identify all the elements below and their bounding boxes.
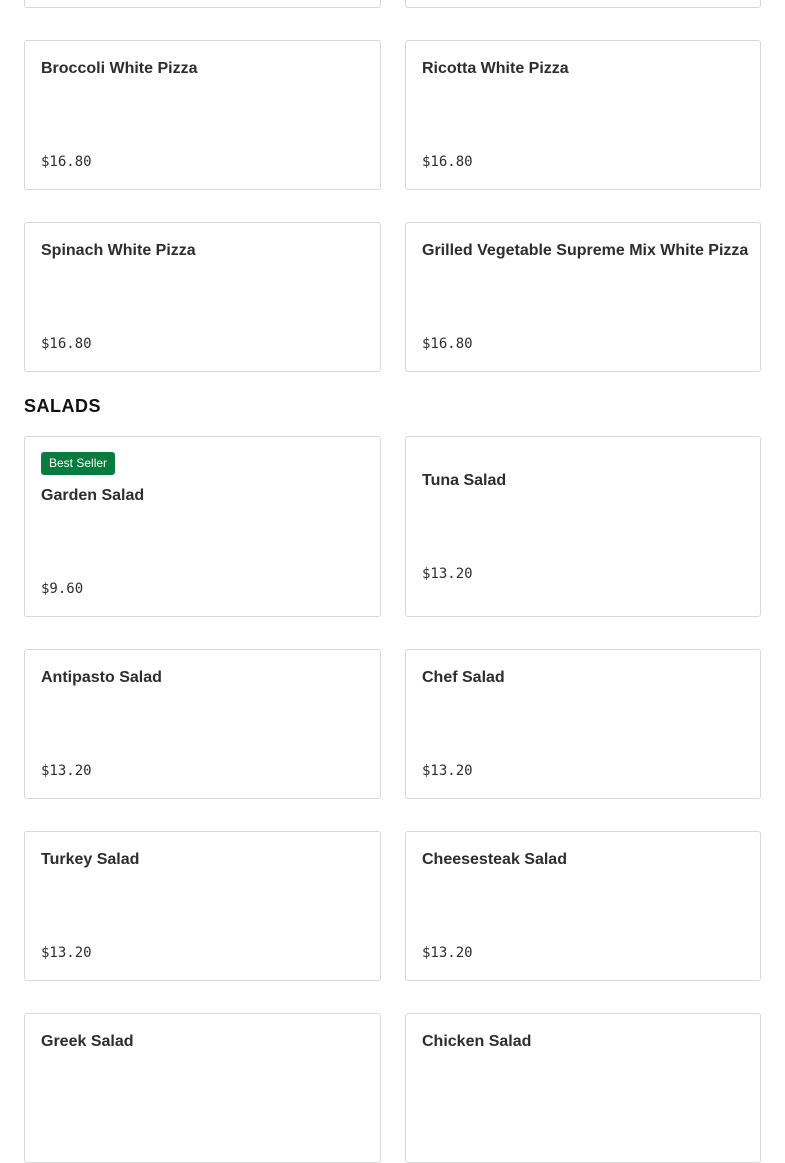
menu-item-card[interactable] [405, 222, 761, 372]
menu-item-price: $13.20 [41, 945, 92, 961]
menu-item-name: Greek Salad [41, 1033, 134, 1050]
menu-item-card[interactable] [405, 40, 761, 190]
menu-item-price: $13.20 [422, 566, 473, 582]
menu-item-price: $13.20 [422, 763, 473, 779]
menu-item-card[interactable] [24, 0, 381, 8]
menu-item-card[interactable] [24, 649, 381, 799]
menu-item-name: Turkey Salad [41, 851, 140, 868]
menu-item-price: $16.80 [422, 336, 473, 352]
menu-item-name: Spinach White Pizza [41, 242, 196, 259]
menu-item-price: $16.80 [41, 336, 92, 352]
menu-item-card[interactable] [405, 436, 761, 617]
menu-item-name: Garden Salad [41, 487, 145, 504]
menu-item-card[interactable] [405, 1013, 761, 1163]
menu-item-price: $9.60 [41, 581, 84, 597]
menu-item-card[interactable] [405, 649, 761, 799]
best-seller-badge: Best Seller [41, 452, 115, 475]
menu-item-price: $16.80 [41, 154, 92, 170]
menu-item-card[interactable] [24, 40, 381, 190]
menu-item-name: Antipasto Salad [41, 669, 162, 686]
menu-item-price: $13.20 [422, 945, 473, 961]
menu-item-name: Cheesesteak Salad [422, 851, 567, 868]
menu-item-price: $13.20 [41, 763, 92, 779]
menu-item-card[interactable] [24, 436, 381, 617]
section-title: SALADS [24, 396, 102, 416]
menu-item-card[interactable] [405, 831, 761, 981]
menu-item-card[interactable] [24, 831, 381, 981]
menu-item-name: Tuna Salad [422, 472, 507, 489]
menu-item-name: Chicken Salad [422, 1033, 532, 1050]
menu-item-name: Ricotta White Pizza [422, 60, 569, 77]
menu-item-card[interactable] [24, 222, 381, 372]
menu-item-price: $16.80 [422, 154, 473, 170]
menu-item-name: Broccoli White Pizza [41, 60, 198, 77]
menu-item-card[interactable] [405, 0, 761, 8]
menu-item-card[interactable] [24, 1013, 381, 1163]
menu-item-name: Chef Salad [422, 669, 505, 686]
menu-item-name: Grilled Vegetable Supreme Mix White Pizza [422, 242, 749, 259]
